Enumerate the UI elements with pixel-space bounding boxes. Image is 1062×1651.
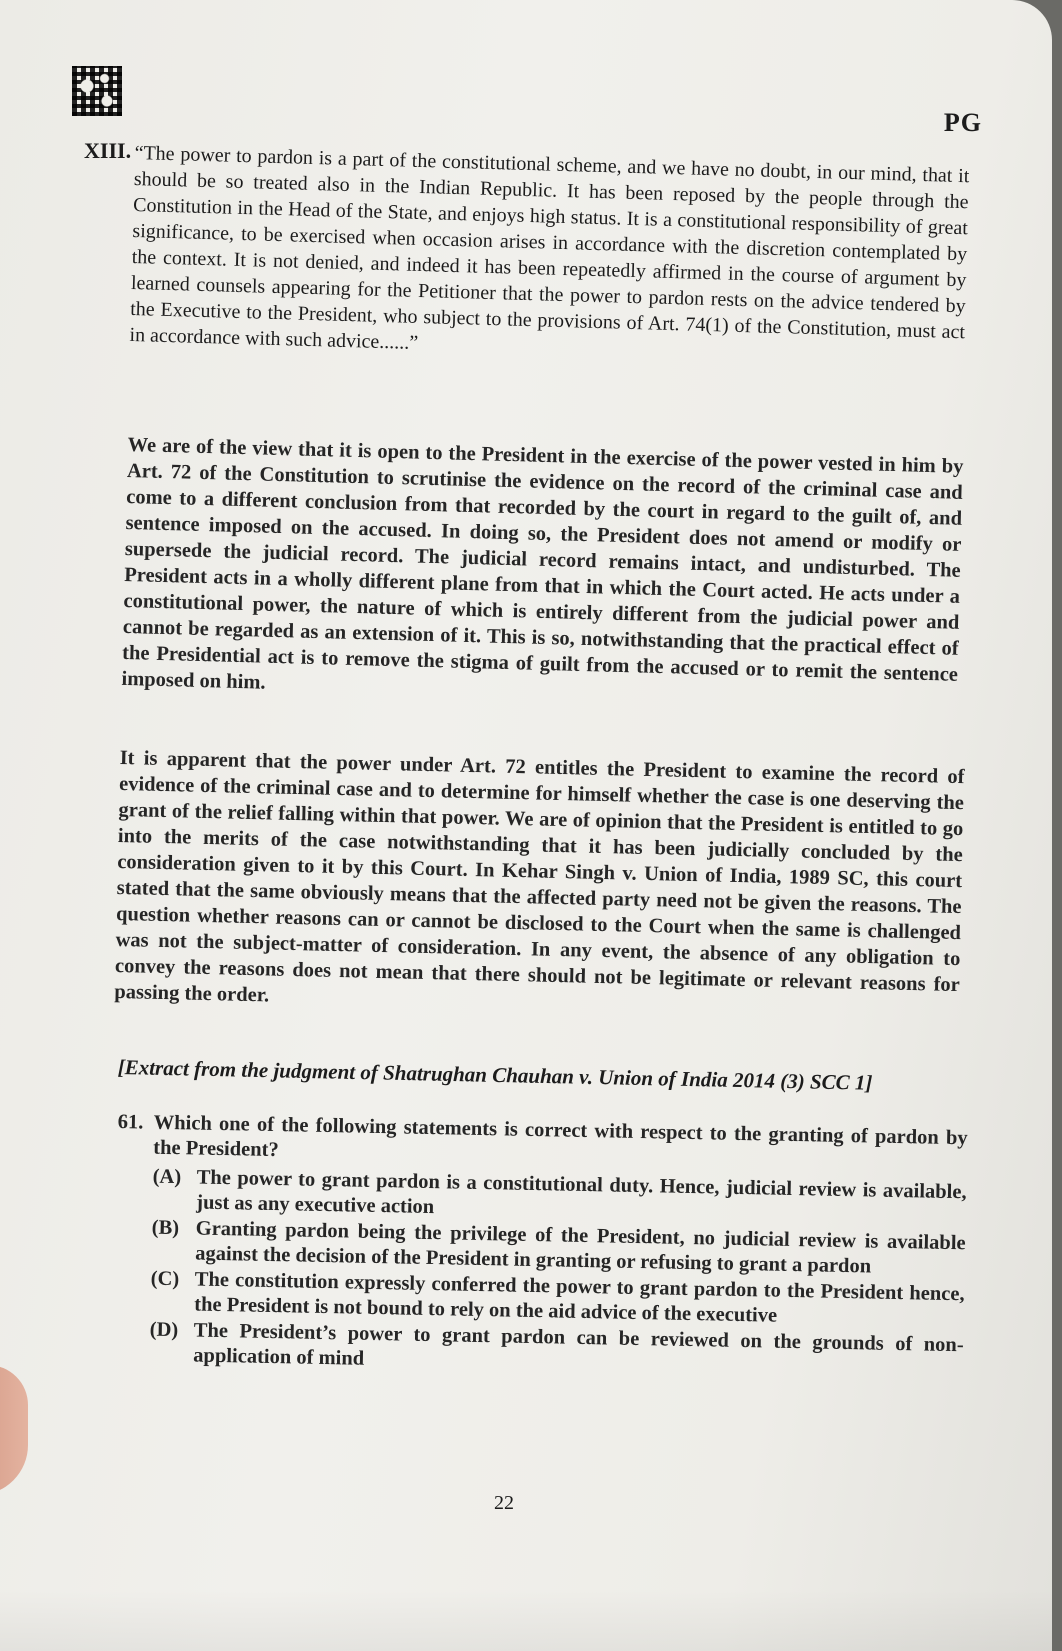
page-shadow [0, 1590, 1052, 1651]
thumb [0, 1365, 28, 1495]
options-list [149, 1165, 967, 1384]
option-text: Granting pardon being the privilege of the President, no judicial review is available against the decision of the President in granting or refusing to grant a pardon [195, 1217, 966, 1278]
option-label: (C) [150, 1267, 180, 1291]
extract-citation: [Extract from the judgment of Shatrughan Chauhan v. Union of India 2014 (3) SCC 1] [117, 1055, 873, 1095]
question-number: 61. [117, 1110, 144, 1134]
page-number: 22 [494, 1492, 514, 1514]
option-label: (D) [149, 1318, 179, 1342]
question-text: Which one of the following statements is correct with respect to the granting of pardon by the President? [153, 1111, 968, 1162]
paragraph-1: We are of the view that it is open to the President in the exercise of the power vested in him by Art. 72 of the Constitution to scrutinise the evidence on the record of the criminal case and come to a different conclusion from that recorded by the court in regard to the guilt of, and sentence imposed on the accused. In doing so, the President does not amend or modify or supersede the judicial record. The judicial record remains intact, and undisturbed. The President acts in a wholly different plane from that in which the Court acted. He acts under a constitutional power, the nature of which is entirely different from the judicial power and cannot be regarded as an extension of it. This is so, notwithstanding that the practical effect of the Presidential act is to remove the stigma of guilt from the accused or to remit the sentence imposed on him. [121, 433, 964, 694]
page-code: PG [943, 108, 982, 137]
option-label: (A) [152, 1165, 182, 1189]
section-number: XIII. [84, 138, 132, 163]
quoted-passage: “The power to pardon is a part of the constitutional scheme, and we have no doubt, in our mind, that it should be so treated also in the Indian Republic. It has been reposed by the people through the Constitution in the Head of the State, and enjoys high status. It is a constitutional responsibility of great significance, to be exercised when occasion arises in accordance with the discretion contemplated by the context. It is not denied, and indeed it has been repeatedly affirmed in the course of argument by learned counsels appearing for the Petitioner that the power to pardon rests on the advice tendered by the Executive to the President, who subject to the provisions of Art. 74(1) of the Constitution, must act in accordance with such advice......” [129, 141, 970, 354]
option-text: The constitution expressly conferred the power to grant pardon to the President hence, the President is not bound to rely on the aid advice of the executive [194, 1268, 965, 1327]
question-61 [113, 1110, 968, 1384]
option-text: The power to grant pardon is a constitutional duty. Hence, judicial review is available, just as any executive action [196, 1166, 967, 1219]
option-text: The President’s power to grant pardon can be reviewed on the grounds of non-application of mind [193, 1319, 964, 1370]
paragraph-2: It is apparent that the power under Art. 72 entitles the President to examine the record of evidence of the criminal case and to determine for himself whether the case is one deserving the grant of the relief falling within that power. We are of opinion that the President is entitled to go into the merits of the case notwithstanding that it has been judicially concluded by the consideration given to it by this Court. In Kehar Singh v. Union of India, 1989 SC, this court stated that the same obviously means that the affected party need not be given the reasons. The question whether reasons can or cannot be disclosed to the Court when the same is challenged was not the subject-matter of consideration. In any event, the absence of any obligation to convey the reasons does not mean that there should not be legitimate or relevant reasons for passing the order. [114, 746, 965, 1007]
barcode-icon [72, 66, 122, 116]
option-label: (B) [151, 1216, 180, 1240]
